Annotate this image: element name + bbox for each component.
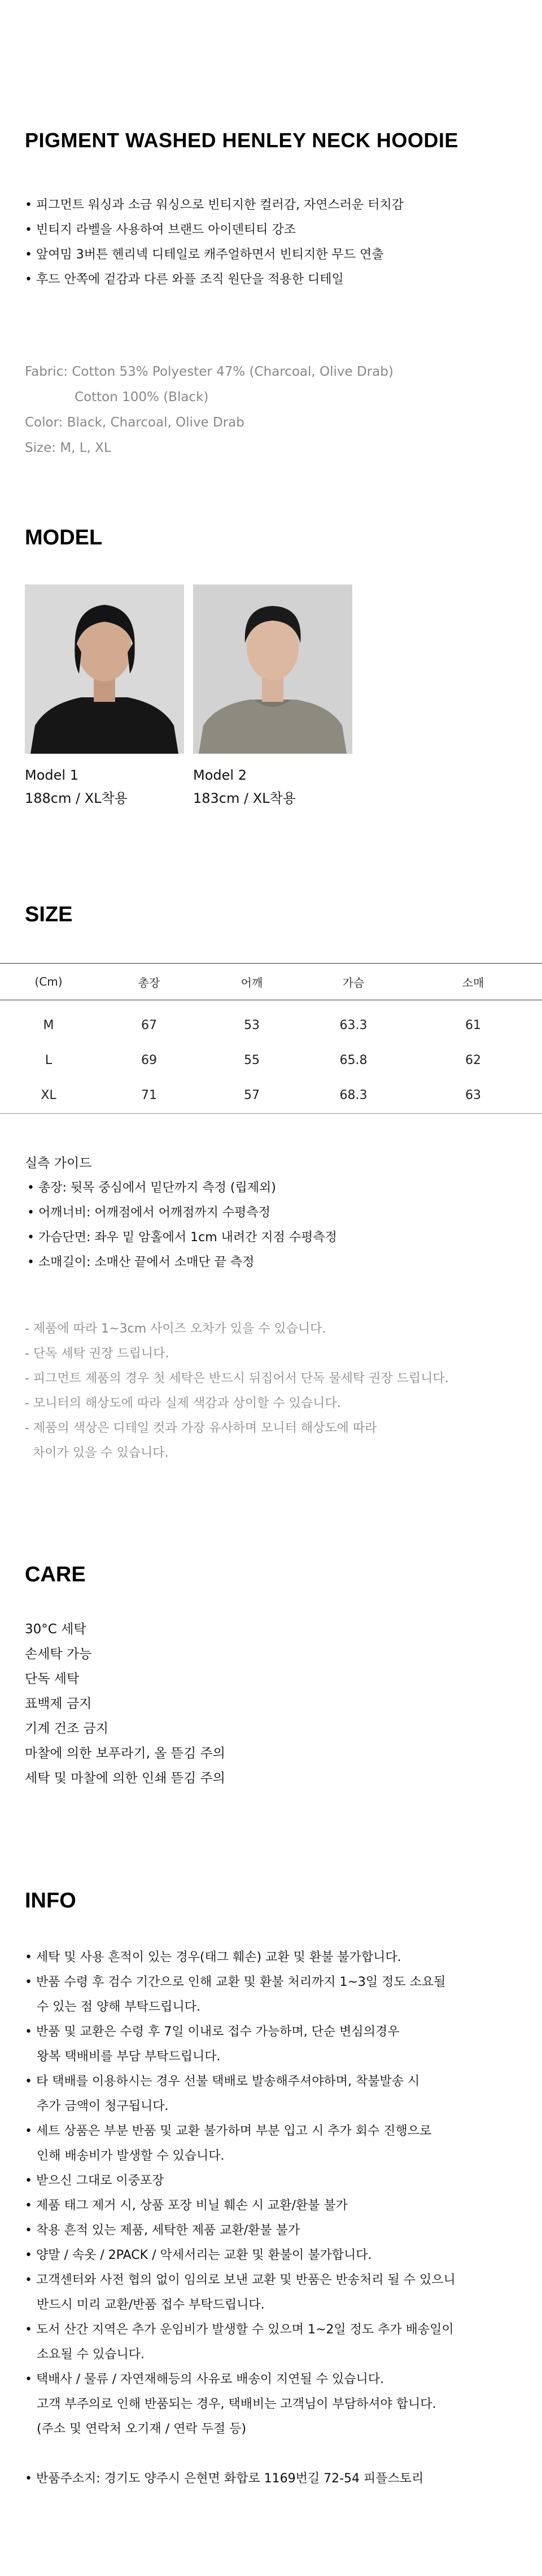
column-header: 어깨 [201, 964, 303, 1000]
table-cell: XL [0, 1078, 97, 1114]
guide-title: 실측 가이드 [25, 1156, 92, 1171]
product-title: PIGMENT WASHED HENLEY NECK HOODIE [25, 129, 458, 152]
guide-item: • 가슴단면: 좌우 밑 암홀에서 1cm 내려간 지점 수평측정 [27, 1230, 337, 1245]
table-cell: L [45, 1053, 53, 1067]
table-row [0, 1008, 542, 1043]
info-list [25, 1945, 517, 2491]
fabric-line: Fabric: Cotton 53% Polyester 47% (Charcoal, Olive Drab) [25, 364, 394, 379]
size-heading: SIZE [25, 903, 73, 926]
column-header: 소매 [404, 964, 542, 1000]
feature-item: • 빈티지 라벨을 사용하여 브랜드 아이덴티티 강조 [25, 223, 296, 237]
care-list [25, 1617, 517, 1791]
info-item: 소요될 수 있습니다. [25, 2348, 145, 2362]
fabric-line-2: Cotton 100% (Black) [75, 390, 209, 405]
info-spacer [25, 2442, 517, 2467]
table-cell: 55 [244, 1053, 260, 1067]
model-2-photo [193, 584, 352, 754]
info-item: (주소 및 연락처 오기재 / 연락 두절 등) [25, 2422, 247, 2436]
info-item: • 세탁 및 사용 흔적이 있는 경우(태그 훼손) 교환 및 환불 불가합니다. [25, 1950, 401, 1964]
table-cell: 57 [201, 1078, 303, 1114]
care-item: 세탁 및 마찰에 의한 인쇄 뜯김 주의 [25, 1771, 225, 1786]
feature-item: • 후드 안쪽에 겉감과 다른 와플 조직 원단을 적용한 디테일 [25, 272, 344, 287]
model-1-photo [25, 584, 184, 754]
model-heading: MODEL [25, 526, 103, 550]
notice-list [25, 1317, 517, 1466]
info-item: 수 있는 점 양해 부탁드립니다. [25, 2000, 200, 2014]
notice-item: - 피그먼트 제품의 경우 첫 세탁은 반드시 뒤집어서 단독 물세탁 권장 드립니다. [25, 1371, 449, 1386]
guide-item: • 총장: 뒷목 중심에서 밑단까지 측정 (립제외) [27, 1181, 276, 1195]
table-cell: 65.8 [339, 1053, 368, 1067]
care-item: 기계 건조 금지 [25, 1721, 108, 1736]
notice-item: - 단독 세탁 권장 드립니다. [25, 1347, 169, 1361]
info-item: • 타 택배를 이용하시는 경우 선불 택배로 발송해주셔야하며, 착불발송 시 [25, 2074, 420, 2089]
feature-list [25, 193, 517, 292]
size-table-header [0, 964, 542, 1000]
table-cell: 53 [244, 1018, 260, 1032]
info-item: • 반품 수령 후 검수 기간으로 인해 교환 및 환불 처리까지 1~3일 정도 소요될 [25, 1975, 446, 1989]
info-item: • 제품 태그 제거 시, 상품 포장 비닐 훼손 시 교환/환불 불가 [25, 2199, 348, 2213]
table-row [0, 1043, 542, 1078]
guide-item: • 어깨너비: 어깨점에서 어깨점까지 수평측정 [27, 1206, 270, 1220]
notice-item: - 모니터의 해상도에 따라 실제 색감과 상이할 수 있습니다. [25, 1396, 341, 1410]
care-item: 단독 세탁 [25, 1672, 80, 1686]
info-item: • 택배사 / 물류 / 자연재해등의 사유로 배송이 지연될 수 있습니다. [25, 2372, 384, 2386]
product-section [25, 129, 517, 152]
size-line: Size: M, L, XL [25, 441, 111, 455]
notice-item: 차이가 있을 수 있습니다. [25, 1446, 169, 1460]
table-cell: 69 [141, 1053, 157, 1067]
model-info: 188cm / XL착용 [25, 790, 128, 806]
info-item: 인해 배송비가 발생할 수 있습니다. [25, 2149, 225, 2163]
feature-item: • 앞여밈 3버튼 헨리넥 디테일로 캐주얼하면서 빈티지한 무드 연출 [25, 248, 384, 262]
info-item: • 양말 / 속옷 / 2PACK / 악세서리는 교환 및 환불이 불가합니다. [25, 2248, 372, 2262]
column-header: 가슴 [303, 964, 404, 1000]
model-info: 183cm / XL착용 [193, 790, 296, 806]
info-item: • 반품 및 교환은 수령 후 7일 이내로 접수 가능하며, 단순 변심의경우 [25, 2025, 400, 2039]
care-item: 30°C 세탁 [25, 1622, 86, 1637]
color-line: Color: Black, Charcoal, Olive Drab [25, 415, 244, 430]
info-item: • 고객센터와 사전 협의 없이 임의로 보낸 교환 및 반품은 반송처리 될 수 있으니 [25, 2273, 456, 2287]
info-item: • 세트 상품은 부분 반품 및 교환 불가하며 부분 입고 시 추가 회수 진행으로 [25, 2124, 432, 2138]
info-item: 반드시 미리 교환/반품 접수 부탁드립니다. [25, 2298, 265, 2312]
table-row [0, 1078, 542, 1114]
model-card [25, 584, 184, 809]
care-item: 마찰에 의한 보푸라기, 올 뜯김 주의 [25, 1746, 225, 1761]
info-item: • 도서 산간 지역은 추가 운임비가 발생할 수 있으며 1~2일 정도 추가 배송일이 [25, 2323, 454, 2337]
table-cell: M [43, 1018, 54, 1032]
notice-item: - 제품에 따라 1~3cm 사이즈 오차가 있을 수 있습니다. [25, 1322, 326, 1336]
info-item: 고객 부주의로 인해 반품되는 경우, 택배비는 고객님이 부담하셔야 합니다. [25, 2397, 436, 2411]
info-heading: INFO [25, 1889, 76, 1913]
table-cell: 67 [141, 1018, 157, 1032]
care-heading: CARE [25, 1563, 86, 1586]
model-gallery [25, 584, 517, 809]
table-cell: 63 [404, 1078, 542, 1114]
spec-block [25, 359, 517, 461]
info-item: • 착용 흔적 있는 제품, 세탁한 제품 교환/환불 불가 [25, 2223, 300, 2237]
info-item: • 받으신 그대로 이중포장 [25, 2174, 164, 2188]
care-item: 손세탁 가능 [25, 1647, 92, 1661]
return-address: • 반품주소지: 경기도 양주시 은현면 화합로 1169번길 72-54 피플스토리 [25, 2472, 424, 2486]
measure-guide [25, 1151, 517, 1275]
guide-item: • 소매길이: 소매산 끝에서 소매단 끝 측정 [27, 1255, 255, 1269]
info-item: 추가 금액이 청구됩니다. [25, 2099, 169, 2113]
size-table [0, 963, 542, 1114]
notice-item: - 제품의 색상은 디테일 컷과 가장 유사하며 모니터 해상도에 따라 [25, 1421, 377, 1435]
feature-item: • 피그먼트 워싱과 소금 워싱으로 빈티지한 컬러감, 자연스러운 터치감 [25, 198, 404, 212]
table-cell: 68.3 [303, 1078, 404, 1114]
table-cell: 62 [465, 1053, 481, 1067]
model-card [193, 584, 352, 809]
care-item: 표백제 금지 [25, 1696, 92, 1711]
table-cell: 63.3 [339, 1018, 368, 1032]
model-name: Model 2 [193, 767, 247, 783]
table-cell: 61 [465, 1018, 481, 1032]
table-cell: 71 [97, 1078, 201, 1114]
info-item: 왕복 택배비를 부담 부탁드립니다. [25, 2050, 221, 2064]
column-header: 총장 [97, 964, 201, 1000]
model-name: Model 1 [25, 767, 78, 783]
column-header: (Cm) [0, 964, 97, 1000]
